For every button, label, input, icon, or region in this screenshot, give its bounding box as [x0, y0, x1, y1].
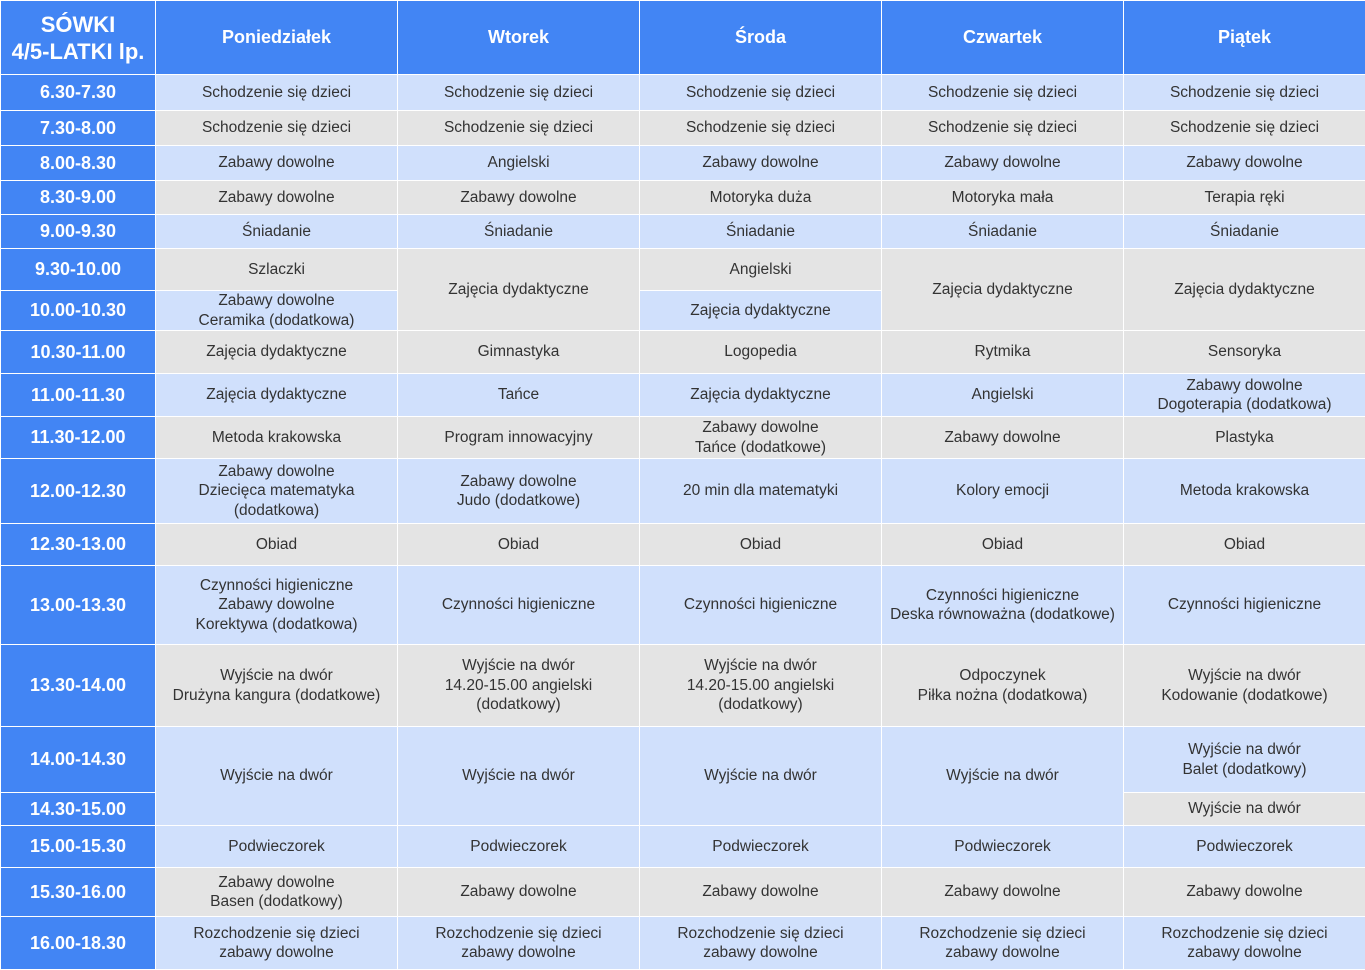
time-slot: 12.00-12.30: [1, 459, 156, 524]
day-header-wednesday: Środa: [640, 1, 882, 75]
activity-cell: Wyjście na dwór: [1124, 793, 1365, 826]
activity-cell: Zabawy dowolne: [882, 868, 1124, 917]
time-slot: 13.30-14.00: [1, 645, 156, 727]
activity-cell: Schodzenie się dzieci: [640, 111, 882, 146]
table-row: [1, 459, 1365, 524]
time-slot: 10.30-11.00: [1, 331, 156, 374]
activity-cell: Czynności higieniczne: [1124, 566, 1365, 645]
table-row: [1, 727, 1365, 793]
activity-cell: Zabawy dowolne: [882, 146, 1124, 181]
activity-cell: Wyjście na dwór Kodowanie (dodatkowe): [1124, 645, 1365, 727]
table-row: [1, 75, 1365, 111]
time-slot: 15.00-15.30: [1, 826, 156, 868]
day-header-monday: Poniedziałek: [156, 1, 398, 75]
table-row: [1, 917, 1365, 970]
activity-cell: Śniadanie: [882, 215, 1124, 249]
activity-cell: Wyjście na dwór Balet (dodatkowy): [1124, 727, 1365, 793]
activity-cell: Wyjście na dwór: [640, 727, 882, 826]
activity-cell: Schodzenie się dzieci: [1124, 75, 1365, 111]
activity-cell: Podwieczorek: [1124, 826, 1365, 868]
table-row: [1, 215, 1365, 249]
activity-cell: Śniadanie: [640, 215, 882, 249]
table-row: [1, 249, 1365, 291]
day-header-thursday: Czwartek: [882, 1, 1124, 75]
table-row: [1, 146, 1365, 181]
activity-cell: Wyjście na dwór: [882, 727, 1124, 826]
activity-cell: Obiad: [156, 524, 398, 566]
activity-cell: Kolory emocji: [882, 459, 1124, 524]
activity-cell: Podwieczorek: [156, 826, 398, 868]
activity-cell: Wyjście na dwór Drużyna kangura (dodatkowe): [156, 645, 398, 727]
time-slot: 7.30-8.00: [1, 111, 156, 146]
activity-cell: Schodzenie się dzieci: [156, 75, 398, 111]
table-row: [1, 566, 1365, 645]
activity-cell: Odpoczynek Piłka nożna (dodatkowa): [882, 645, 1124, 727]
time-slot: 14.00-14.30: [1, 727, 156, 793]
activity-cell: Tańce: [398, 374, 640, 417]
activity-cell: Czynności higieniczne: [640, 566, 882, 645]
activity-cell: Zabawy dowolne: [882, 417, 1124, 459]
activity-cell: Terapia ręki: [1124, 181, 1365, 215]
activity-cell: Zajęcia dydaktyczne: [156, 374, 398, 417]
activity-cell: Śniadanie: [1124, 215, 1365, 249]
time-slot: 12.30-13.00: [1, 524, 156, 566]
activity-cell: Zabawy dowolne: [156, 146, 398, 181]
activity-cell: Zabawy dowolne: [640, 868, 882, 917]
time-slot: 13.00-13.30: [1, 566, 156, 645]
table-row: [1, 111, 1365, 146]
day-header-friday: Piątek: [1124, 1, 1365, 75]
activity-cell: Podwieczorek: [398, 826, 640, 868]
activity-cell: Zabawy dowolne: [640, 146, 882, 181]
activity-cell: 20 min dla matematyki: [640, 459, 882, 524]
table-row: [1, 645, 1365, 727]
time-slot: 11.00-11.30: [1, 374, 156, 417]
activity-cell: Wyjście na dwór: [398, 727, 640, 826]
table-row: [1, 374, 1365, 417]
time-slot: 6.30-7.30: [1, 75, 156, 111]
activity-cell: Schodzenie się dzieci: [398, 75, 640, 111]
activity-cell: Angielski: [398, 146, 640, 181]
activity-cell: Czynności higieniczne Deska równoważna (dodatkowe): [882, 566, 1124, 645]
activity-cell: Rozchodzenie się dzieci zabawy dowolne: [398, 917, 640, 970]
activity-cell: Schodzenie się dzieci: [640, 75, 882, 111]
activity-cell: Zabawy dowolne: [398, 181, 640, 215]
activity-cell: Wyjście na dwór 14.20-15.00 angielski (dodatkowy): [640, 645, 882, 727]
time-slot: 9.00-9.30: [1, 215, 156, 249]
activity-cell: Zabawy dowolne: [156, 181, 398, 215]
activity-cell: Angielski: [640, 249, 882, 291]
activity-cell: Motoryka duża: [640, 181, 882, 215]
group-name: SÓWKI 4/5-LATKI lp.: [1, 1, 156, 75]
activity-cell: Zabawy dowolne: [398, 868, 640, 917]
activity-cell: Śniadanie: [156, 215, 398, 249]
day-header-tuesday: Wtorek: [398, 1, 640, 75]
activity-cell: Rytmika: [882, 331, 1124, 374]
activity-cell: Czynności higieniczne: [398, 566, 640, 645]
activity-cell: Zajęcia dydaktyczne: [640, 374, 882, 417]
activity-cell: Zabawy dowolne Basen (dodatkowy): [156, 868, 398, 917]
time-slot: 16.00-18.30: [1, 917, 156, 970]
activity-cell: Podwieczorek: [640, 826, 882, 868]
activity-cell: Plastyka: [1124, 417, 1365, 459]
activity-cell: Schodzenie się dzieci: [156, 111, 398, 146]
table-row: [1, 826, 1365, 868]
activity-cell: Zajęcia dydaktyczne: [882, 249, 1124, 331]
activity-cell: Zajęcia dydaktyczne: [398, 249, 640, 331]
activity-cell: Program innowacyjny: [398, 417, 640, 459]
activity-cell: Metoda krakowska: [1124, 459, 1365, 524]
table-row: [1, 524, 1365, 566]
activity-cell: Wyjście na dwór: [156, 727, 398, 826]
activity-cell: Obiad: [882, 524, 1124, 566]
activity-cell: Angielski: [882, 374, 1124, 417]
header-row: [1, 1, 1365, 75]
activity-cell: Obiad: [1124, 524, 1365, 566]
activity-cell: Wyjście na dwór 14.20-15.00 angielski (dodatkowy): [398, 645, 640, 727]
activity-cell: Zabawy dowolne: [1124, 146, 1365, 181]
activity-cell: Metoda krakowska: [156, 417, 398, 459]
activity-cell: Zabawy dowolne Dziecięca matematyka (dodatkowa): [156, 459, 398, 524]
activity-cell: Motoryka mała: [882, 181, 1124, 215]
activity-cell: Zajęcia dydaktyczne: [640, 291, 882, 331]
time-slot: 8.00-8.30: [1, 146, 156, 181]
activity-cell: Zajęcia dydaktyczne: [156, 331, 398, 374]
activity-cell: Schodzenie się dzieci: [882, 111, 1124, 146]
time-slot: 10.00-10.30: [1, 291, 156, 331]
activity-cell: Obiad: [398, 524, 640, 566]
time-slot: 8.30-9.00: [1, 181, 156, 215]
activity-cell: Zabawy dowolne Ceramika (dodatkowa): [156, 291, 398, 331]
activity-cell: Schodzenie się dzieci: [882, 75, 1124, 111]
activity-cell: Logopedia: [640, 331, 882, 374]
activity-cell: Zabawy dowolne Tańce (dodatkowe): [640, 417, 882, 459]
activity-cell: Zabawy dowolne: [1124, 868, 1365, 917]
activity-cell: Gimnastyka: [398, 331, 640, 374]
table-row: [1, 868, 1365, 917]
table-row: [1, 331, 1365, 374]
time-slot: 9.30-10.00: [1, 249, 156, 291]
table-row: [1, 417, 1365, 459]
activity-cell: Czynności higieniczne Zabawy dowolne Korektywa (dodatkowa): [156, 566, 398, 645]
table-row: [1, 181, 1365, 215]
activity-cell: Zabawy dowolne Judo (dodatkowe): [398, 459, 640, 524]
activity-cell: Rozchodzenie się dzieci zabawy dowolne: [640, 917, 882, 970]
activity-cell: Zajęcia dydaktyczne: [1124, 249, 1365, 331]
time-slot: 11.30-12.00: [1, 417, 156, 459]
activity-cell: Sensoryka: [1124, 331, 1365, 374]
activity-cell: Obiad: [640, 524, 882, 566]
activity-cell: Śniadanie: [398, 215, 640, 249]
activity-cell: Schodzenie się dzieci: [1124, 111, 1365, 146]
activity-cell: Podwieczorek: [882, 826, 1124, 868]
time-slot: 15.30-16.00: [1, 868, 156, 917]
activity-cell: Schodzenie się dzieci: [398, 111, 640, 146]
activity-cell: Rozchodzenie się dzieci zabawy dowolne: [156, 917, 398, 970]
activity-cell: Zabawy dowolne Dogoterapia (dodatkowa): [1124, 374, 1365, 417]
activity-cell: Szlaczki: [156, 249, 398, 291]
time-slot: 14.30-15.00: [1, 793, 156, 826]
activity-cell: Rozchodzenie się dzieci zabawy dowolne: [1124, 917, 1365, 970]
activity-cell: Rozchodzenie się dzieci zabawy dowolne: [882, 917, 1124, 970]
